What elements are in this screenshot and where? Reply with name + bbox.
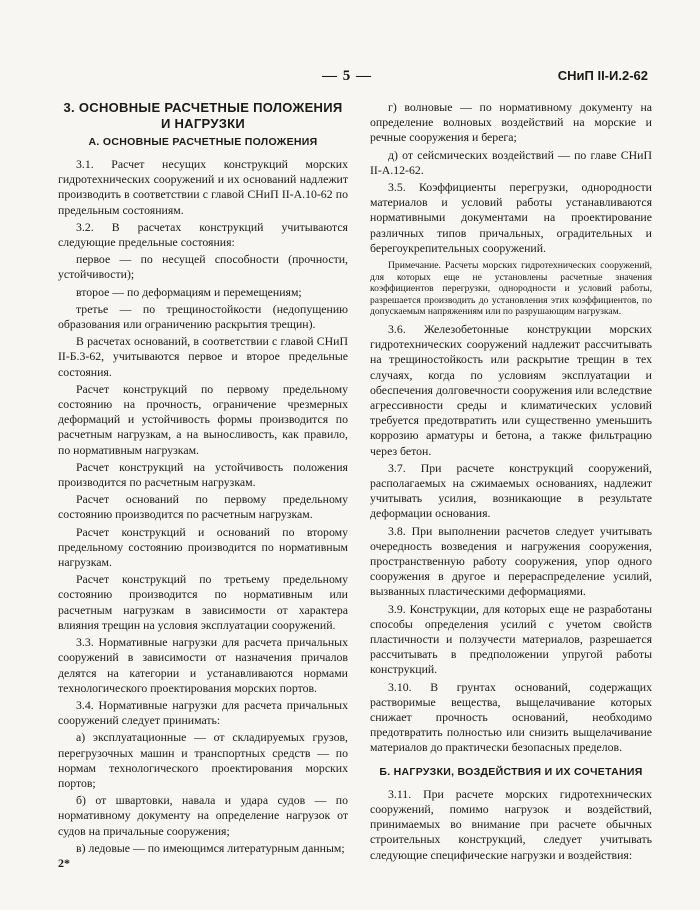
subsection-a-title: А. ОСНОВНЫЕ РАСЧЕТНЫЕ ПОЛОЖЕНИЯ: [88, 136, 318, 148]
spacer: [370, 758, 652, 766]
paragraph: г) волновые — по нормативному документу на определение волновых воздействий на морские и речные сооружения и берега;: [370, 100, 652, 145]
paragraph: а) эксплуатационные — от складируемых грузов, перегрузочных машин и транспортных средств — по нормам технологического проектирования морских портов;: [58, 730, 348, 790]
paragraph: 3.6. Железобетонные конструкции морских гидротехнических сооружений надлежит рассчитывать на трещиностойкость или раскрытие трещин в тех случаях, когда по условиям эксплуатации и обеспечения долговечности сооружения или вследствие агрессивности среды и климатических условий требуется предотвратить или существенно уменьшить коррозию арматуры и бетона, а также фильтрацию через бетон.: [370, 322, 652, 458]
right-column: [370, 100, 652, 865]
paragraph: 3.5. Коэффициенты перегрузки, однородности материалов и условий работы устанавливаются нормативными документами на проектирование различных типов причальных, оградительных и берегоукрепительных сооружений.: [370, 180, 652, 255]
page-header: [0, 68, 700, 88]
paragraph: Расчет конструкций и оснований по второму предельному состоянию производится по нормативным нагрузкам.: [58, 524, 348, 570]
paragraph: первое — по несущей способности (прочности, устойчивости);: [58, 252, 348, 282]
paragraph: В расчетах оснований, в соответствии с главой СНиП II-Б.3-62, учитываются первое и второе предельные состояния.: [58, 334, 348, 379]
paragraph: 3.9. Конструкции, для которых еще не разработаны способы определения усилий с учетом свойств пластичности и ползучести материалов, разрешается рассчитывать в предположении упругой работы конструкций.: [370, 601, 652, 677]
paragraph: 3.8. При выполнении расчетов следует учитывать очередность возведения и нагружения сооружения, пространственную работу сооружения, упор одного сооружения в другое и перераспределение усилий, вызванных пластическими деформациями.: [370, 523, 652, 599]
paragraph: Расчет оснований по первому предельному состоянию производится по расчетным нагрузкам.: [58, 492, 348, 522]
note: Примечание. Расчеты морских гидротехнических сооружений, для которых еще не установлены расчетные значения коэффициентов перегрузки, однородности и условий работы, разрешается производить до установления этих коэффициентов, по допускаемым напряжениям или по разрушающим нагрузкам.: [370, 260, 652, 318]
paragraph: 3.3. Нормативные нагрузки для расчета причальных сооружений в зависимости от назначения причалов делятся на категории и устанавливаются нормами технологического проектирования морских портов.: [58, 635, 348, 695]
subsection-b-title: Б. НАГРУЗКИ, ВОЗДЕЙСТВИЯ И ИХ СОЧЕТАНИЯ: [379, 765, 643, 778]
paragraph: 3.11. При расчете морских гидротехнических сооружений, помимо нагрузок и воздействий, принимаемых во внимание при расчете обычных строительных конструкций, следует учитывать следующие специфические нагрузки и воздействия:: [370, 786, 652, 862]
document-code: СНиП II-И.2-62: [557, 68, 648, 83]
paragraph: 3.7. При расчете конструкций сооружений, располагаемых на сжимаемых основаниях, надлежит учитывать усилия, возникающие в результате деформации основания.: [370, 460, 652, 521]
paragraph: 3.2. В расчетах конструкций учитываются следующие предельные состояния:: [58, 219, 348, 250]
section-title: 3. ОСНОВНЫЕ РАСЧЕТНЫЕ ПОЛОЖЕНИЯ И НАГРУЗКИ: [63, 100, 343, 131]
paragraph: Расчет конструкций по первому предельному состоянию на прочность, ограничение чрезмерных деформаций и устойчивость формы производится по расчетным нагрузкам, а на выносливость, как правило, по нормативным нагрузкам.: [58, 381, 348, 457]
signature-mark: 2*: [58, 856, 70, 870]
page-number: — 5 —: [322, 68, 372, 84]
paragraph: 3.1. Расчет несущих конструкций морских гидротехнических сооружений и их оснований надлежит производить в соответствии с главой СНиП II-А.10-62 по предельным состояниям.: [58, 157, 348, 217]
paragraph: третье — по трещиностойкости (недопущению образования или ограничению раскрытия трещин).: [58, 301, 348, 332]
paragraph: Расчет конструкций по третьему предельному состоянию производится по нормативным или расчетным нагрузкам в зависимости от характера влияния трещин на условия эксплуатации сооружений.: [58, 572, 348, 632]
paragraph: б) от швартовки, навала и удара судов — по нормативному документу на определение нагрузок от судов на причальные сооружения;: [58, 793, 348, 838]
paragraph: 3.10. В грунтах оснований, содержащих растворимые вещества, выщелачивание которых снижает прочность оснований, необходимо предотвратить полностью или снизить выщелачивание материалов до практически безопасных пределов.: [370, 679, 652, 755]
paragraph: Расчет конструкций на устойчивость положения производится по расчетным нагрузкам.: [58, 459, 348, 490]
paragraph: д) от сейсмических воздействий — по главе СНиП II-А.12-62.: [370, 147, 652, 177]
paragraph: 3.4. Нормативные нагрузки для расчета причальных сооружений следует принимать:: [58, 697, 348, 728]
paragraph: второе — по деформациям и перемещениям;: [76, 284, 302, 299]
left-column: [58, 100, 348, 858]
paragraph: в) ледовые — по имеющимся литературным данным;: [76, 840, 345, 855]
